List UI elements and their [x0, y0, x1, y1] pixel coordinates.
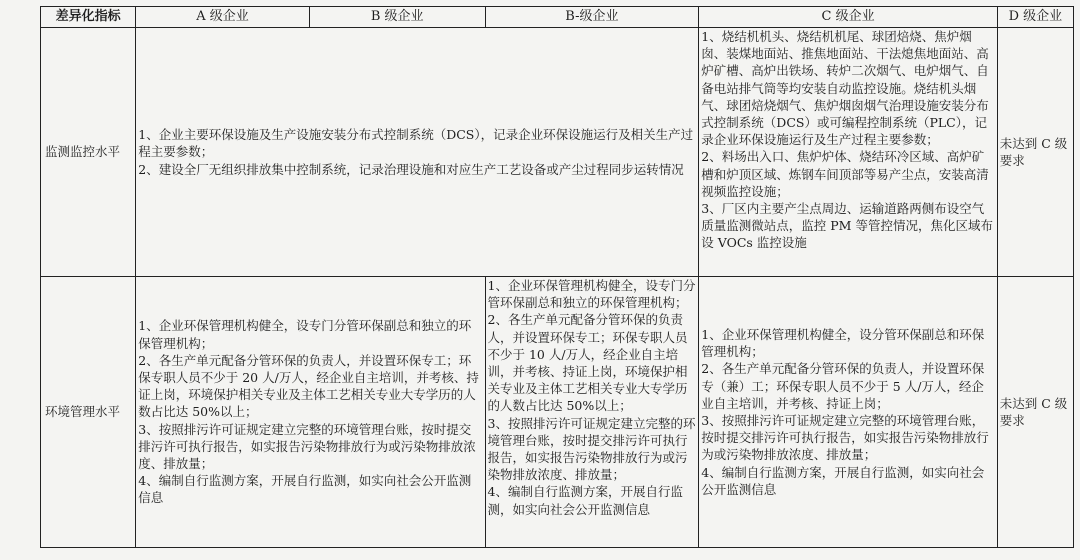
list-item: 1、企业主要环保设施及生产设施安装分布式控制系统（DCS），记录企业环保设施运行及相关生产过程主要参数；: [138, 127, 694, 160]
list-item: 2、各生产单元配备分管环保的负责人，并设置环保专（兼）工；环保专职人员不少于 5 人/万人，经企业自主培训，并考核、持证上岗；: [701, 361, 985, 411]
header-grade-a: A 级企业: [136, 7, 310, 28]
cell-environment-d: 未达到 C 级要求: [997, 277, 1073, 548]
list-item: 3、按照排污许可证规定建立完整的环境管理台账，按时提交排污许可执行报告，如实报告污染物排放行为或污染物排放浓度、排放量；: [701, 413, 989, 463]
cell-environment-c: [699, 277, 997, 548]
header-row: [41, 7, 1074, 28]
row-label-monitoring: 监测监控水平: [41, 28, 136, 277]
list-item: 4、编制自行监测方案，开展自行监测，如实向社会公开监测信息: [701, 464, 985, 497]
row-label-environment: 环境管理水平: [41, 277, 136, 548]
table-row-monitoring: [41, 28, 1074, 277]
cell-environment-a-b: [136, 277, 485, 548]
cell-monitoring-c: [699, 28, 997, 277]
header-grade-b: B 级企业: [309, 7, 485, 28]
enterprise-classification-table: [40, 6, 1074, 548]
cell-monitoring-d: 未达到 C 级要求: [997, 28, 1073, 277]
list-item: 2、各生产单元配备分管环保的负责人，并设置环保专工；环保专职人员不少于 20 人/万人，经企业自主培训，并考核、持证上岗，环境保护相关专业及主体工艺相关专业大专学历的人数占比达 50%以上；: [138, 352, 479, 420]
list-item: 4、编制自行监测方案，开展自行监测，如实向社会公开监测信息: [138, 473, 472, 506]
list-item: 3、按照排污许可证规定建立完整的环境管理台账，按时提交排污许可执行报告，如实报告污染物排放行为或污染物排放浓度、排放量；: [487, 415, 696, 483]
list-item: 1、烧结机机头、烧结机机尾、球团焙烧、焦炉烟囱、装煤地面站、推焦地面站、干法熄焦地面站、高炉矿槽、高炉出铁场、转炉二次烟气、电炉烟气、自备电站排气筒等均安装自动监控设施。烧结机头烟气、球团焙烧烟气、焦炉烟囱烟气治理设施安装分布式控制系统（DCS）或可编程控制系统（PLC），记录企业环保设施运行及生产过程主要参数；: [701, 29, 989, 148]
list-item: 2、各生产单元配备分管环保的负责人，并设置环保专工；环保专职人员不少于 10 人/万人，经企业自主培训，并考核、持证上岗，环境保护相关专业及主体工艺相关专业大专学历的人数占比达 50%以上；: [487, 312, 688, 414]
list-item: 1、企业环保管理机构健全，设专门分管环保副总和独立的环保管理机构；: [487, 278, 696, 311]
list-item: 2、建设全厂无组织排放集中控制系统，记录治理设施和对应生产工艺设备或产尘过程同步运转情况: [138, 161, 684, 177]
cell-monitoring-a-b: [136, 28, 699, 277]
list-item: 2、料场出入口、焦炉炉体、烧结环冷区域、高炉矿槽和炉顶区域、炼钢车间顶部等易产尘点，安装高清视频监控设施；: [701, 149, 989, 199]
header-grade-b-minus: B-级企业: [485, 7, 699, 28]
list-item: 1、企业环保管理机构健全，设分管环保副总和环保管理机构；: [701, 326, 985, 360]
header-indicator: 差异化指标: [41, 7, 136, 28]
list-item: 3、按照排污许可证规定建立完整的环境管理台账，按时提交排污许可执行报告，如实报告污染物排放行为或污染物排放浓度、排放量；: [138, 421, 476, 471]
list-item: 1、企业环保管理机构健全，设专门分管环保副总和独立的环保管理机构；: [138, 318, 472, 351]
list-item: 4、编制自行监测方案，开展自行监测，如实向社会公开监测信息: [487, 484, 683, 517]
cell-environment-b-minus: [485, 277, 699, 548]
header-grade-c: C 级企业: [699, 7, 997, 28]
header-grade-d: D 级企业: [997, 7, 1073, 28]
table-row-environment: [41, 277, 1074, 548]
list-item: 3、厂区内主要产尘点周边、运输道路两侧布设空气质量监测微站点，监控 PM 等管控情况，焦化区域布设 VOCs 监控设施: [701, 201, 993, 251]
